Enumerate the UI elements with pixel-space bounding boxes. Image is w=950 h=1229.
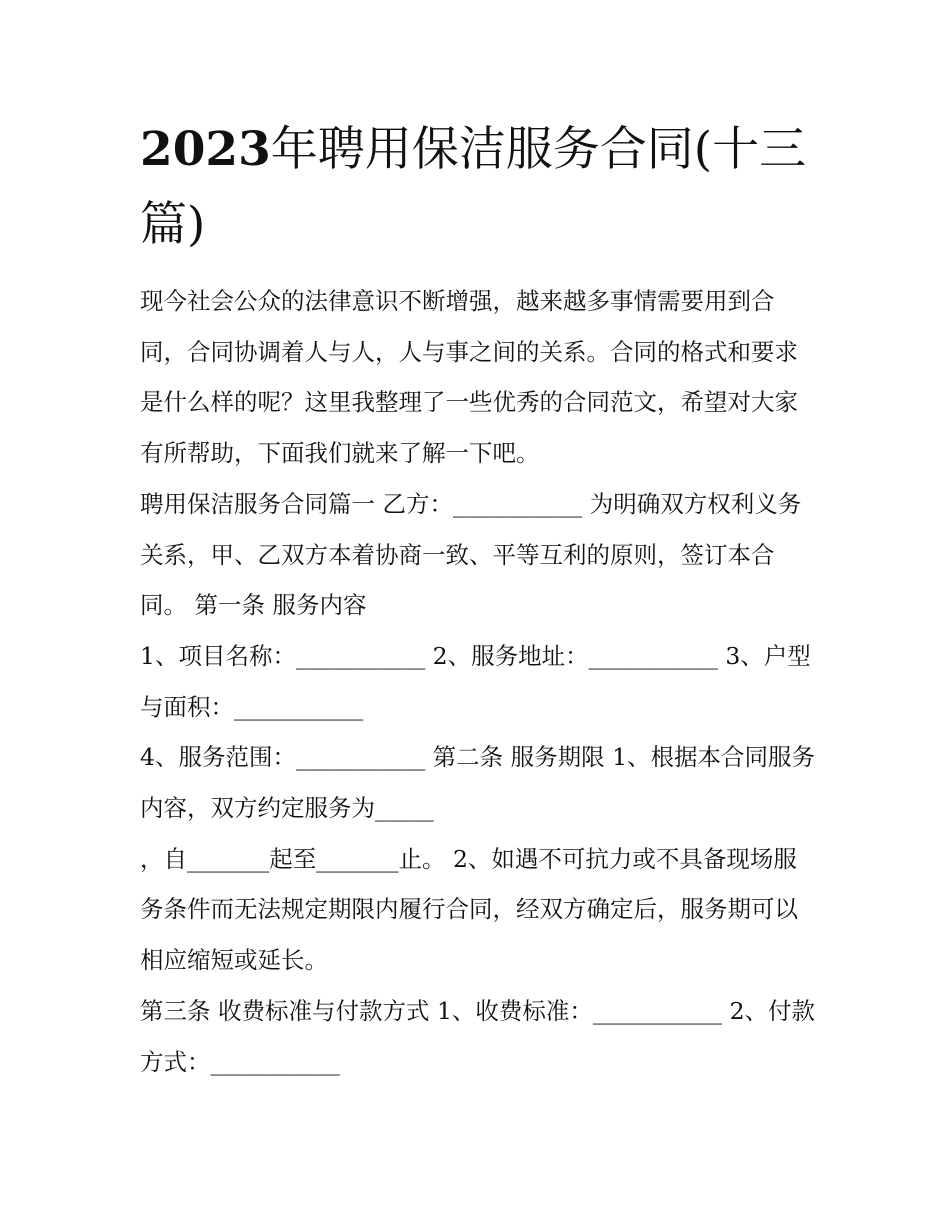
title-year: 2023 xyxy=(140,122,271,177)
contract-paragraph-3: 4、服务范围：___________ 第二条 服务期限 1、根据本合同服务内容，双方约定服务为_____ xyxy=(140,743,816,823)
document-body xyxy=(140,276,820,1087)
contract-paragraph-1: 聘用保洁服务合同篇一 乙方：___________ 为明确双方权利义务关系，甲、乙双方本着协商一致、平等互利的原则，签订本合同。 第一条 服务内容 xyxy=(140,489,802,620)
intro-paragraph: 现今社会公众的法律意识不断增强，越来越多事情需要用到合同，合同协调着人与人，人与事之间的关系。合同的格式和要求是什么样的呢？这里我整理了一些优秀的合同范文，希望对大家有所帮助，下面我们就来了解一下吧。 xyxy=(140,287,798,468)
contract-paragraph-5: 第三条 收费标准与付款方式 1、收费标准：___________ 2、付款方式：___________ xyxy=(140,996,816,1076)
contract-paragraph-2: 1、项目名称：___________ 2、服务地址：___________ 3、户型与面积：___________ xyxy=(140,641,811,721)
title-text: 年聘用保洁服务合同(十三篇) xyxy=(140,122,807,252)
contract-paragraph-4: ，自_______起至_______止。 2、如遇不可抗力或不具备现场服务条件而无法规定期限内履行合同，经双方确定后，服务期可以相应缩短或延长。 xyxy=(140,844,798,975)
document-title xyxy=(140,112,820,262)
